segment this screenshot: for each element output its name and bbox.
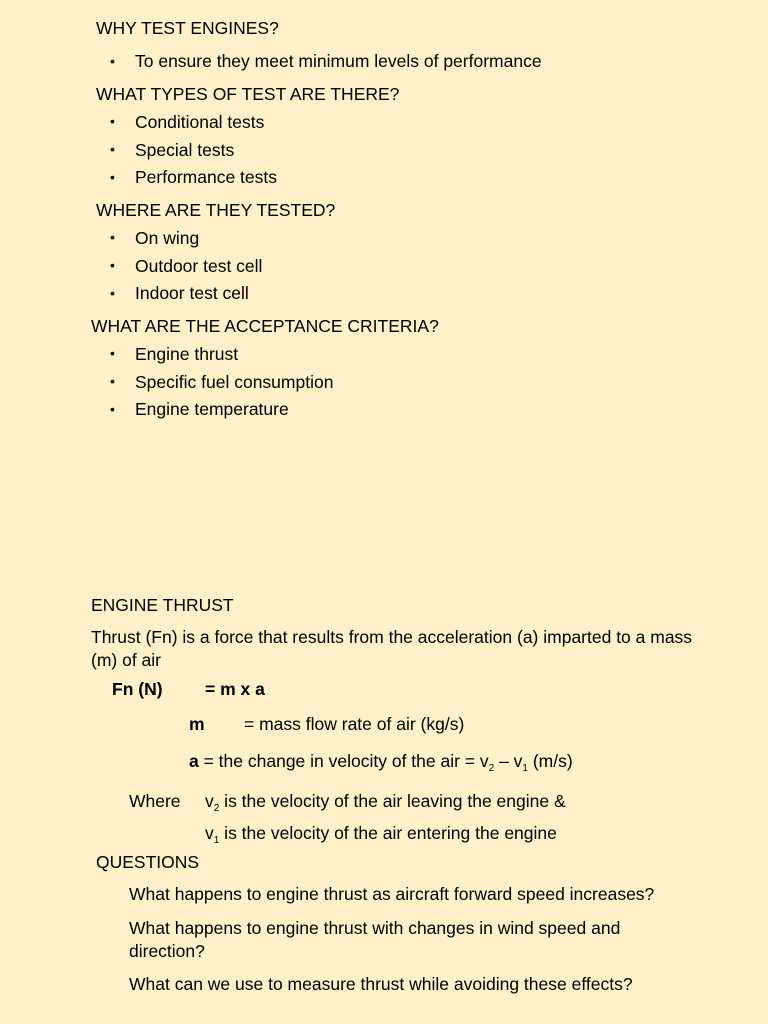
list-item: Performance tests	[135, 167, 277, 187]
bullet-icon: •	[110, 285, 115, 301]
list-item: Engine thrust	[135, 344, 239, 364]
heading-where-tested: WHERE ARE THEY TESTED?	[96, 200, 336, 220]
a-definition: a = the change in velocity of the air = $v_2 - v_1$ (m/s)	[189, 751, 573, 774]
where-line-2: $v_1$ is the velocity of the air entering the engine	[205, 823, 557, 846]
list-item: Conditional tests	[135, 112, 265, 132]
where-label: Where	[129, 791, 181, 811]
list-item: On wing	[135, 228, 200, 248]
bullet-icon: •	[110, 169, 115, 185]
where-line-1: $v_2$ is the velocity of the air leaving the engine &	[205, 791, 566, 814]
bullet-icon: •	[110, 345, 115, 361]
question-item: What can we use to measure thrust while avoiding these effects?	[129, 974, 633, 994]
heading-why-test: WHY TEST ENGINES?	[96, 18, 279, 38]
m-symbol: m	[189, 714, 205, 734]
formula-lhs: Fn (N)	[112, 679, 163, 699]
heading-acceptance-criteria: WHAT ARE THE ACCEPTANCE CRITERIA?	[91, 316, 439, 336]
bullet-icon: •	[110, 401, 115, 417]
list-item: Outdoor test cell	[135, 256, 263, 276]
bullet-icon: •	[110, 257, 115, 273]
question-item: What happens to engine thrust with changes in wind speed and direction?	[129, 918, 621, 961]
bullet-icon: •	[110, 373, 115, 389]
a-symbol: a	[189, 751, 199, 771]
list-item: Specific fuel consumption	[135, 372, 334, 392]
heading-test-types: WHAT TYPES OF TEST ARE THERE?	[96, 84, 400, 104]
formula-rhs: = m x a	[205, 679, 265, 699]
bullet-icon: •	[110, 141, 115, 157]
question-item: What happens to engine thrust as aircraft forward speed increases?	[129, 884, 655, 904]
bullet-icon: •	[110, 229, 115, 245]
bullet-icon: •	[110, 53, 115, 69]
heading-questions: QUESTIONS	[96, 852, 200, 872]
heading-engine-thrust: ENGINE THRUST	[91, 595, 234, 615]
bullet-icon: •	[110, 113, 115, 129]
list-item: Special tests	[135, 140, 235, 160]
list-item: To ensure they meet minimum levels of performance	[135, 51, 542, 71]
thrust-definition: Thrust (Fn) is a force that results from the acceleration (a) imparted to a mass (m) of air	[91, 627, 693, 670]
list-item: Indoor test cell	[135, 283, 249, 303]
m-definition: = mass flow rate of air (kg/s)	[244, 714, 465, 734]
list-item: Engine temperature	[135, 399, 289, 419]
